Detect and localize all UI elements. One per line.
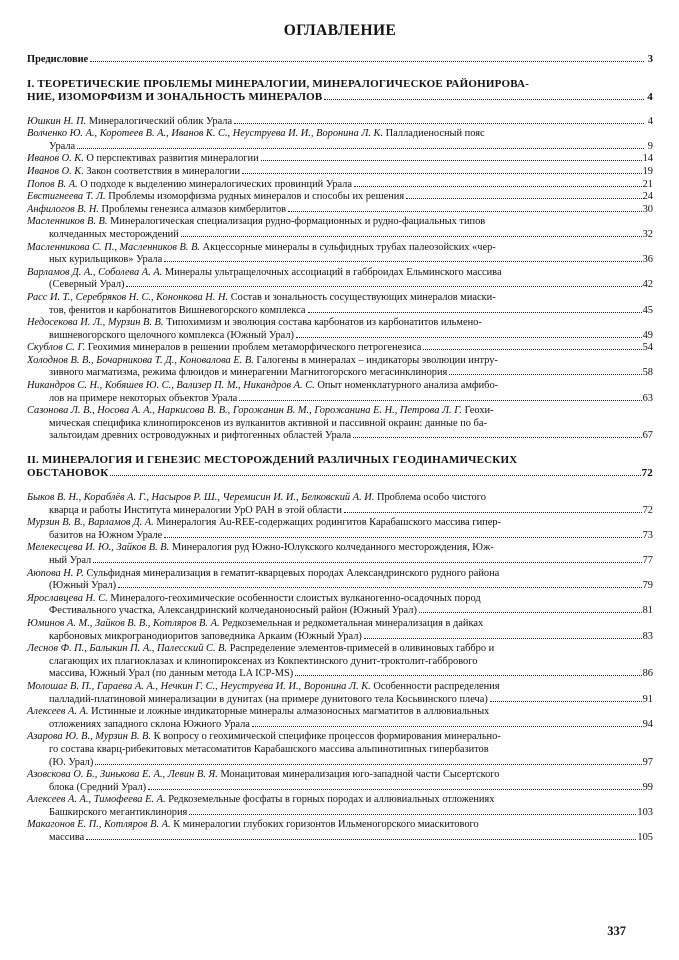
toc-entry-line <box>27 166 653 179</box>
entry-authors: Азарова Ю. В., Мурзин В. В. <box>27 731 151 743</box>
entry-title: К минералогии глубоких горизонтов Ильменогорского миаскитового <box>173 819 479 831</box>
toc-section <box>27 454 653 845</box>
leader-dots <box>90 61 644 62</box>
entry-title: ный Урал <box>49 555 92 566</box>
toc-entry-line <box>27 555 653 568</box>
entry-title: Редкоземельные фосфаты в горных породах и аллювиальных отложениях <box>168 794 495 806</box>
entry-title: Опыт номенклатурного анализа амфибо- <box>317 380 499 392</box>
leader-dots <box>296 337 642 338</box>
toc-entry-line <box>27 530 653 543</box>
toc-entry[interactable] <box>27 794 653 819</box>
toc-entry-line <box>27 254 653 267</box>
toc-entry[interactable] <box>27 769 653 794</box>
entry-title: отложениях западного склона Южного Урала <box>49 718 250 730</box>
leader-dots <box>295 675 641 676</box>
toc-entry-line <box>27 744 653 757</box>
entry-title: Минералогия Au-REE-содержащих родингитов Карабашского массива гипер- <box>156 517 502 529</box>
entry-title: Проблемы генезиса алмазов кимберлитов <box>101 203 287 215</box>
section-heading[interactable] <box>27 454 653 480</box>
toc-entry-line <box>27 229 653 242</box>
toc-entry-line <box>27 593 653 606</box>
entry-authors: Быков В. Н., Кораблёв А. Г., Насыров Р. Ш., Черемисин И. И., Белковский А. И. <box>27 492 375 504</box>
toc-entry-line <box>27 694 653 707</box>
toc-entry-line <box>27 405 653 418</box>
entry-title: зальтоидам древних островодужных и рифтогенных областей Урала <box>49 430 352 442</box>
entry-page: 77 <box>642 555 653 566</box>
toc-entry-line <box>27 643 653 656</box>
entry-title: вишневогорского щелочного комплекса (Южный Урал) <box>49 329 295 341</box>
entry-authors: Масленников В. В. <box>27 216 108 228</box>
entry-title: блока (Средний Урал) <box>49 781 147 793</box>
leader-dots <box>354 186 642 187</box>
toc-entry-line <box>27 542 653 555</box>
section-spacer <box>27 104 653 116</box>
toc-entry[interactable] <box>27 405 653 443</box>
toc-entry-line <box>27 605 653 618</box>
leader-dots <box>406 198 641 199</box>
entry-title: Особенности распределения <box>373 680 500 692</box>
entry-page: 45 <box>642 304 653 316</box>
toc-entry-line <box>27 794 653 807</box>
entry-title: Палладиеносный пояс <box>385 128 485 140</box>
entry-title: Фестивального участка, Александринский колчеданоносный район (Южный Урал) <box>49 605 417 617</box>
leader-dots <box>288 211 642 212</box>
toc-entry-line <box>27 819 653 832</box>
toc-entry[interactable] <box>27 380 653 405</box>
toc-entry-line <box>27 153 653 166</box>
leader-dots <box>118 587 641 588</box>
entry-authors: Ярославцева Н. С. <box>27 592 108 604</box>
entry-authors: Евстигнеева Т. Л. <box>27 191 106 203</box>
entry-title: О подходе к выделению минералогических провинций Урала <box>80 178 352 190</box>
toc-entry-line <box>27 668 653 681</box>
entry-title: Проблемы изоморфизма рудных минералов и способы их решения <box>108 191 405 203</box>
toc-entry-line <box>27 216 653 229</box>
entry-page: 67 <box>642 430 653 442</box>
entry-title: слагающих их плагиоклазах и клинопироксенах из Кокпектинского дунит-троктолит-габбрового <box>49 655 478 667</box>
entry-page: 99 <box>642 781 653 793</box>
toc-entry-line <box>27 418 653 431</box>
toc-entry[interactable] <box>27 731 653 769</box>
toc-entry-line <box>27 367 653 380</box>
leader-dots <box>242 173 642 174</box>
entry-title: Состав и зональность сосуществующих минералов миаски- <box>230 291 496 303</box>
entry-authors: Юминов А. М., Зайков В. В., Котляров В. А. <box>27 617 220 629</box>
toc-entry-line <box>27 681 653 694</box>
leader-dots <box>364 638 642 639</box>
toc-entry-line <box>27 505 653 518</box>
entry-title: Башкирского мегантиклинория <box>49 806 188 818</box>
toc-entry-line <box>27 204 653 217</box>
toc-entry-line <box>27 618 653 631</box>
entry-authors: Масленникова С. П., Масленников В. В. <box>27 241 201 253</box>
entry-authors: Юшкин Н. П. <box>27 115 87 127</box>
leader-dots <box>189 814 636 815</box>
toc-entry[interactable] <box>27 204 653 217</box>
toc-entry[interactable] <box>27 267 653 292</box>
entry-title: Закон соответствия в минералогии <box>86 165 241 177</box>
toc-entry[interactable] <box>27 593 653 618</box>
entry-title: кварца и работы Института минералогии УрО РАН в этой области <box>49 504 342 516</box>
entry-page: 73 <box>642 529 653 541</box>
entry-authors: Азовскова О. Б., Зинькова Е. А., Левин В. Я. <box>27 769 218 781</box>
leader-dots <box>93 562 641 563</box>
preface-label: Предисловие <box>27 54 89 65</box>
entry-authors: Холоднов В. В., Бочарникова Т. Д., Коновалова Е. В. <box>27 354 254 366</box>
toc-entry[interactable] <box>27 216 653 241</box>
entry-authors: Мурзин В. В., Варламов Д. А. <box>27 517 154 529</box>
entry-title: Галогены в минералах – индикаторы эволюции интру- <box>256 354 498 366</box>
toc-entry[interactable] <box>27 618 653 643</box>
section-spacer <box>27 480 653 492</box>
entry-authors: Молошаг В. П., Гараева А. А., Нечкин Г. С., Неуструева И. И., Воронина Л. К. <box>27 680 371 692</box>
toc-entry-line <box>27 330 653 343</box>
toc-entry-line <box>27 355 653 368</box>
leader-dots <box>95 764 641 765</box>
leader-dots <box>344 512 642 513</box>
entry-title: мическая специфика клинопироксенов из вулканитов активной и пассивной окраин: данные по ба- <box>49 417 487 429</box>
leader-dots <box>261 160 642 161</box>
entry-title: К вопросу о геохимической специфике процессов формирования минерально- <box>153 731 501 743</box>
toc-entry-line <box>27 757 653 770</box>
leader-dots <box>419 612 642 613</box>
section-page: 4 <box>647 90 653 103</box>
leader-dots <box>164 261 641 262</box>
leader-dots <box>234 123 644 124</box>
toc-entry[interactable] <box>27 568 653 593</box>
page-number: 337 <box>607 924 626 938</box>
entry-page: 49 <box>642 329 653 341</box>
toc-entry[interactable] <box>27 153 653 166</box>
toc-entry-line <box>27 832 653 845</box>
toc-entry[interactable] <box>27 681 653 706</box>
entry-title: Геохимия минералов в решении проблем метаморфического петрогенезиса <box>87 342 422 354</box>
entry-title: (Южный Урал) <box>49 580 117 592</box>
toc-entry[interactable] <box>27 179 653 192</box>
entry-page: 58 <box>642 367 653 379</box>
toc-entry[interactable] <box>27 706 653 731</box>
entry-authors: Анфилогов В. Н. <box>27 203 99 215</box>
entry-authors: Мелекесцева И. Ю., Зайков В. В. <box>27 542 170 554</box>
entry-authors: Иванов О. К. <box>27 153 84 165</box>
entry-page: 91 <box>642 693 653 705</box>
toc-entry-line <box>27 128 653 141</box>
toc-entry[interactable] <box>27 342 653 355</box>
section-heading-line <box>27 78 653 91</box>
toc-entry-line <box>27 292 653 305</box>
leader-dots <box>353 437 641 438</box>
toc-entry[interactable] <box>27 355 653 380</box>
toc-entry-line <box>27 769 653 782</box>
entry-title: массива <box>49 832 85 844</box>
leader-dots <box>308 312 642 313</box>
leader-dots <box>490 701 642 702</box>
entry-authors: Никандров С. Н., Кобяшев Ю. С., Вализер П. М., Никандров А. С. <box>27 380 315 392</box>
section-page: 72 <box>641 467 653 480</box>
entry-authors: Попов В. А. <box>27 178 78 190</box>
entry-page: 97 <box>642 756 653 768</box>
entry-authors: Аюпова Н. Р. <box>27 567 84 579</box>
entry-page: 4 <box>647 115 653 127</box>
section-heading-text: II. МИНЕРАЛОГИЯ И ГЕНЕЗИС МЕСТОРОЖДЕНИЙ РАЗЛИЧНЫХ ГЕОДИНАМИЧЕСКИХ <box>27 454 518 467</box>
toc-entry-line <box>27 179 653 192</box>
toc-entry[interactable] <box>27 191 653 204</box>
entry-title: Редкоземельная и редкометальная минерализация в дайках <box>222 617 484 629</box>
toc-entry-line <box>27 305 653 318</box>
entry-page: 94 <box>642 718 653 730</box>
leader-dots <box>110 475 640 476</box>
toc-entry[interactable] <box>27 242 653 267</box>
toc-entry[interactable] <box>27 517 653 542</box>
section-heading-line <box>27 91 653 104</box>
entry-page: 42 <box>642 279 653 291</box>
preface-page: 3 <box>647 54 653 65</box>
toc-entry[interactable] <box>27 166 653 179</box>
toc-entry-line <box>27 568 653 581</box>
entry-authors: Сазонова Л. В., Носова А. А., Наркисова В. В., Горожанин В. М., Горожанина Е. Н., Петрова Л. Г. <box>27 405 462 417</box>
entry-page: 21 <box>642 178 653 190</box>
entry-title: тов, фенитов и карбонатитов Вишневогорского комплекса <box>49 304 306 316</box>
toc-entry-line <box>27 706 653 719</box>
toc-entry-line <box>27 719 653 732</box>
entry-title: Акцессорные минералы в сульфидных трубах палеозойских «чер- <box>202 241 496 253</box>
entry-title: лов на примере некоторых объектов Урала <box>49 392 238 404</box>
leader-dots <box>239 400 641 401</box>
entry-authors: Леснов Ф. П., Балыкин П. А., Палесский С. В. <box>27 643 228 655</box>
entry-page: 103 <box>637 806 653 818</box>
entry-title: ных курильщиков» Урала <box>49 254 163 266</box>
entry-page: 72 <box>642 504 653 516</box>
entry-page: 32 <box>642 228 653 240</box>
entry-page: 54 <box>642 342 653 354</box>
entry-title: Минералогический облик Урала <box>88 115 233 127</box>
entry-title: Распределение элементов-примесей в оливиновых габбро и <box>229 643 495 655</box>
toc-entry-line <box>27 380 653 393</box>
entry-page: 63 <box>642 392 653 404</box>
toc-entry-line <box>27 242 653 255</box>
toc-entry-line <box>27 191 653 204</box>
toc-entry[interactable] <box>27 116 653 129</box>
leader-dots <box>423 349 641 350</box>
leader-dots <box>148 789 641 790</box>
entry-page: 83 <box>642 630 653 642</box>
leader-dots <box>449 374 641 375</box>
section-heading-line <box>27 454 653 467</box>
entry-page: 86 <box>642 668 653 680</box>
toc-entry-line <box>27 430 653 443</box>
entry-title: О перспективах развития минералогии <box>86 153 259 165</box>
entry-title: Монацитовая минерализация юго-западной части Сысертского <box>220 769 500 781</box>
entry-title: палладий-платиновой минерализации в дунитах (на примере дунитового тела Косьвинского плеча) <box>49 693 488 705</box>
entry-page: 105 <box>637 832 653 844</box>
entry-title: колчеданных месторождений <box>49 228 179 240</box>
section-heading-text: I. ТЕОРЕТИЧЕСКИЕ ПРОБЛЕМЫ МИНЕРАЛОГИИ, МИНЕРАЛОГИЧЕСКОЕ РАЙОНИРОВА- <box>27 77 530 90</box>
entry-title: (Ю. Урал) <box>49 756 94 768</box>
entry-page: 24 <box>642 191 653 203</box>
toc-entry[interactable] <box>27 492 653 517</box>
entry-page: 9 <box>647 140 653 152</box>
toc-page <box>27 0 653 960</box>
leader-dots <box>164 537 641 538</box>
toc-entry-line <box>27 116 653 129</box>
toc-entry-line <box>27 317 653 330</box>
entry-authors: Алексеев А. А. <box>27 706 89 718</box>
entry-title: массива, Южный Урал (по данным метода LA ICP-MS) <box>49 668 294 680</box>
entry-authors: Расс И. Т., Серебряков Н. С., Кононкова Н. Н. <box>27 291 229 303</box>
entry-page: 79 <box>642 580 653 592</box>
section-heading-line <box>27 467 653 480</box>
toc-entry[interactable] <box>27 643 653 681</box>
toc-entry-line <box>27 393 653 406</box>
entry-title: базитов на Южном Урале <box>49 529 163 541</box>
toc-entry[interactable] <box>27 542 653 567</box>
entry-title: го состава кварц-рибекитовых метасоматитов Карабашского массива альпинотипных гипербазитов <box>49 743 489 755</box>
leader-dots <box>126 286 641 287</box>
entry-title: Истинные и ложные индикаторные минералы алмазоносных магматитов в аллювиальных <box>91 706 490 718</box>
toc-section <box>27 78 653 443</box>
entry-authors: Скублов С. Г. <box>27 342 86 354</box>
entry-page: 30 <box>642 203 653 215</box>
entry-title: карбоновых микрогранодиоритов заповедника Аркаим (Южный Урал) <box>49 630 362 642</box>
toc-entry-line <box>27 782 653 795</box>
toc-entry[interactable] <box>27 128 653 153</box>
toc-entry-line <box>27 492 653 505</box>
toc-entry-line <box>27 342 653 355</box>
entry-title: Сульфидная минерализация в гематит-кварцевых породах Александринского рудного района <box>86 567 500 579</box>
entry-title: Типохимизм и эволюция состава карбонатов из карбонатитов ильмено- <box>166 317 482 329</box>
entry-title: (Северный Урал) <box>49 279 125 291</box>
toc-entry[interactable] <box>27 819 653 844</box>
toc-entry-line <box>27 731 653 744</box>
leader-dots <box>181 236 642 237</box>
entry-page: 36 <box>642 254 653 266</box>
entry-page: 14 <box>642 153 653 165</box>
entry-page: 19 <box>642 165 653 177</box>
entry-title: Минералогия руд Южно-Юлукского колчеданного месторождения, Юж- <box>171 542 494 554</box>
section-heading[interactable] <box>27 78 653 104</box>
toc-entry-line <box>27 580 653 593</box>
toc-entry-line <box>27 517 653 530</box>
leader-dots <box>86 839 636 840</box>
entry-title: зивного магматизма, режима флюидов и минерагении Магнитогорского мегасинклинория <box>49 367 448 379</box>
toc-entry-line <box>27 267 653 280</box>
entry-authors: Волченко Ю. А., Коротеев В. А., Иванов К. С., Неуструева И. И., Воронина Л. К. <box>27 128 384 140</box>
section-heading-text: НИЕ, ИЗОМОРФИЗМ И ЗОНАЛЬНОСТЬ МИНЕРАЛОВ <box>27 90 323 103</box>
toc-entry-line <box>27 141 653 154</box>
toc-sections <box>27 78 653 845</box>
page-title: ОГЛАВЛЕНИЕ <box>283 22 397 39</box>
toc-entry[interactable] <box>27 292 653 317</box>
entry-authors: Макагонов Е. П., Котляров В. А. <box>27 819 171 831</box>
leader-dots <box>324 99 644 100</box>
table-of-contents <box>27 54 653 845</box>
entry-authors: Алексеев А. А., Тимофеева Е. А. <box>27 794 166 806</box>
entry-title: Проблема особо чистого <box>376 492 486 504</box>
toc-entry[interactable] <box>27 317 653 342</box>
entry-authors: Варламов Д. А., Соболева А. А. <box>27 266 163 278</box>
entry-authors: Недосекова И. Л., Мурзин В. В. <box>27 317 164 329</box>
entry-page: 81 <box>642 605 653 617</box>
toc-entry-line <box>27 279 653 292</box>
entry-title: Урала <box>49 140 76 152</box>
toc-entry-line <box>27 656 653 669</box>
toc-preface[interactable] <box>27 54 653 67</box>
entry-title: Минералого-геохимические особенности слоистых вулканогенно-осадочных пород <box>110 592 481 604</box>
leader-dots <box>77 148 644 149</box>
entry-title: Минералогическая специализация рудно-формационных и рудно-фациальных типов <box>110 216 486 228</box>
entry-title: Минералы ультращелочных ассоциаций в габброидах Ельминского массива <box>164 266 502 278</box>
leader-dots <box>252 726 642 727</box>
entry-authors: Иванов О. К. <box>27 165 84 177</box>
toc-entry-line <box>27 807 653 820</box>
entry-title: Геохи- <box>464 405 494 417</box>
section-heading-text: ОБСТАНОВОК <box>27 467 109 480</box>
toc-entry-line <box>27 631 653 644</box>
